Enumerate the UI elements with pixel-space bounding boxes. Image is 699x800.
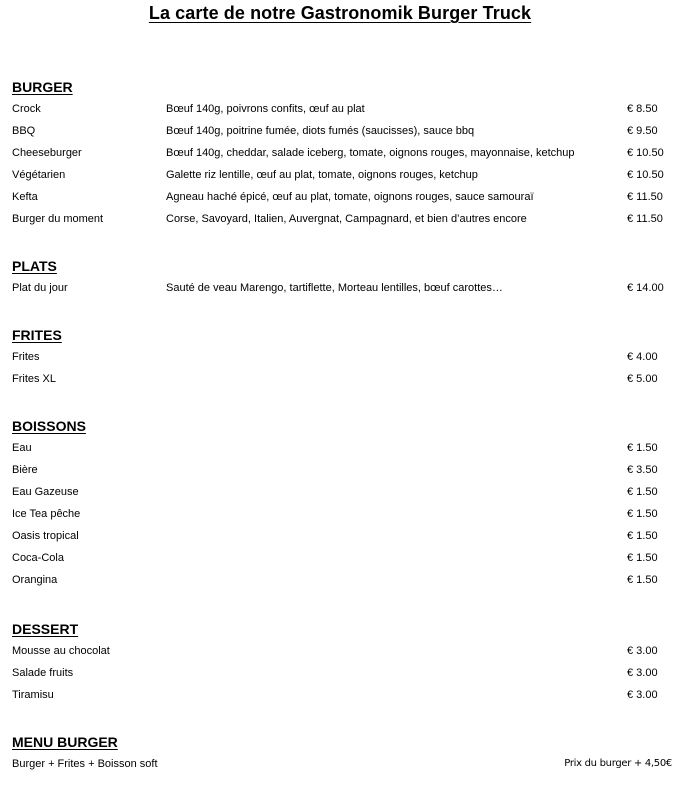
item-price-note: Prix du burger + 4,50€ bbox=[564, 758, 672, 769]
menu-item-eau-gazeuse bbox=[12, 481, 682, 503]
item-name: Coca-Cola bbox=[12, 552, 64, 564]
page-title: La carte de notre Gastronomik Burger Truck bbox=[148, 3, 532, 23]
section-heading-dessert: DESSERT bbox=[12, 621, 79, 637]
menu-item-tiramisu bbox=[12, 684, 682, 706]
menu-item-burger-du-moment bbox=[12, 208, 682, 230]
item-name: Cheeseburger bbox=[12, 147, 82, 159]
item-name: Kefta bbox=[12, 191, 38, 203]
item-price: € 4.00 bbox=[627, 351, 658, 363]
item-name: Orangina bbox=[12, 574, 58, 586]
item-price: € 3.00 bbox=[627, 689, 658, 701]
item-name: Burger + Frites + Boisson soft bbox=[12, 758, 158, 770]
item-name: Plat du jour bbox=[12, 282, 68, 294]
item-description: Bœuf 140g, poitrine fumée, diots fumés (saucisses), sauce bbq bbox=[166, 125, 475, 137]
item-name: Burger du moment bbox=[12, 213, 104, 225]
item-name: Ice Tea pêche bbox=[12, 508, 81, 520]
item-price: € 1.50 bbox=[627, 442, 658, 454]
section-heading-plats: PLATS bbox=[12, 258, 57, 274]
menu-item-frites-xl bbox=[12, 368, 682, 390]
menu-item-ice-tea-peche bbox=[12, 503, 682, 525]
item-name: Tiramisu bbox=[12, 689, 54, 701]
item-name: Végétarien bbox=[12, 169, 66, 181]
menu-item-kefta bbox=[12, 186, 682, 208]
item-price: € 10.50 bbox=[627, 169, 664, 181]
item-price: € 1.50 bbox=[627, 574, 658, 586]
item-price: € 9.50 bbox=[627, 125, 658, 137]
item-name: Oasis tropical bbox=[12, 530, 79, 542]
menu-item-bbq bbox=[12, 120, 682, 142]
item-price: € 3.00 bbox=[627, 645, 658, 657]
menu-item-plat-du-jour bbox=[12, 277, 682, 299]
item-name: Mousse au chocolat bbox=[12, 645, 110, 657]
item-description: Bœuf 140g, cheddar, salade iceberg, tomate, oignons rouges, mayonnaise, ketchup bbox=[166, 147, 575, 159]
item-description: Bœuf 140g, poivrons confits, œuf au plat bbox=[166, 103, 365, 115]
item-price: € 3.50 bbox=[627, 464, 658, 476]
item-description: Agneau haché épicé, œuf au plat, tomate, oignons rouges, sauce samouraï bbox=[166, 191, 534, 203]
section-heading-boissons: BOISSONS bbox=[12, 418, 86, 434]
section-menu-burger bbox=[12, 732, 682, 775]
item-description: Sauté de veau Marengo, tartiflette, Morteau lentilles, bœuf carottes… bbox=[166, 282, 503, 294]
section-plats bbox=[12, 256, 682, 299]
item-price: € 8.50 bbox=[627, 103, 658, 115]
item-price: € 11.50 bbox=[627, 191, 663, 203]
section-heading-burger: BURGER bbox=[12, 79, 73, 95]
menu-item-biere bbox=[12, 459, 682, 481]
menu-item-cheeseburger bbox=[12, 142, 682, 164]
menu-item-oasis-tropical bbox=[12, 525, 682, 547]
item-name: Frites XL bbox=[12, 373, 57, 385]
item-name: Bière bbox=[12, 464, 38, 476]
item-price: € 5.00 bbox=[627, 373, 658, 385]
menu-item-salade-fruits bbox=[12, 662, 682, 684]
item-name: Eau Gazeuse bbox=[12, 486, 79, 498]
menu-item-orangina bbox=[12, 569, 682, 591]
item-name: Crock bbox=[12, 103, 41, 115]
section-frites bbox=[12, 325, 682, 390]
item-price: € 1.50 bbox=[627, 486, 658, 498]
menu-item-frites bbox=[12, 346, 682, 368]
item-name: Eau bbox=[12, 442, 32, 454]
section-boissons bbox=[12, 416, 682, 591]
item-price: € 3.00 bbox=[627, 667, 658, 679]
item-name: Salade fruits bbox=[12, 667, 74, 679]
item-price: € 1.50 bbox=[627, 530, 658, 542]
item-description: Galette riz lentille, œuf au plat, tomate, oignons rouges, ketchup bbox=[166, 169, 478, 181]
menu-item-vegetarien bbox=[12, 164, 682, 186]
item-name: Frites bbox=[12, 351, 40, 363]
item-price: € 10.50 bbox=[627, 147, 664, 159]
item-price: € 1.50 bbox=[627, 508, 658, 520]
item-name: BBQ bbox=[12, 125, 36, 137]
item-description: Corse, Savoyard, Italien, Auvergnat, Campagnard, et bien d’autres encore bbox=[166, 213, 527, 225]
section-heading-frites: FRITES bbox=[12, 327, 62, 343]
section-burger bbox=[12, 77, 682, 230]
item-price: € 11.50 bbox=[627, 213, 663, 225]
section-dessert bbox=[12, 619, 682, 706]
menu-item-formule-burger bbox=[12, 753, 682, 775]
menu-item-crock bbox=[12, 98, 682, 120]
menu-item-eau bbox=[12, 437, 682, 459]
menu-item-coca-cola bbox=[12, 547, 682, 569]
item-price: € 1.50 bbox=[627, 552, 658, 564]
menu-item-mousse-au-chocolat bbox=[12, 640, 682, 662]
item-price: € 14.00 bbox=[627, 282, 664, 294]
section-heading-menu-burger: MENU BURGER bbox=[12, 734, 118, 750]
